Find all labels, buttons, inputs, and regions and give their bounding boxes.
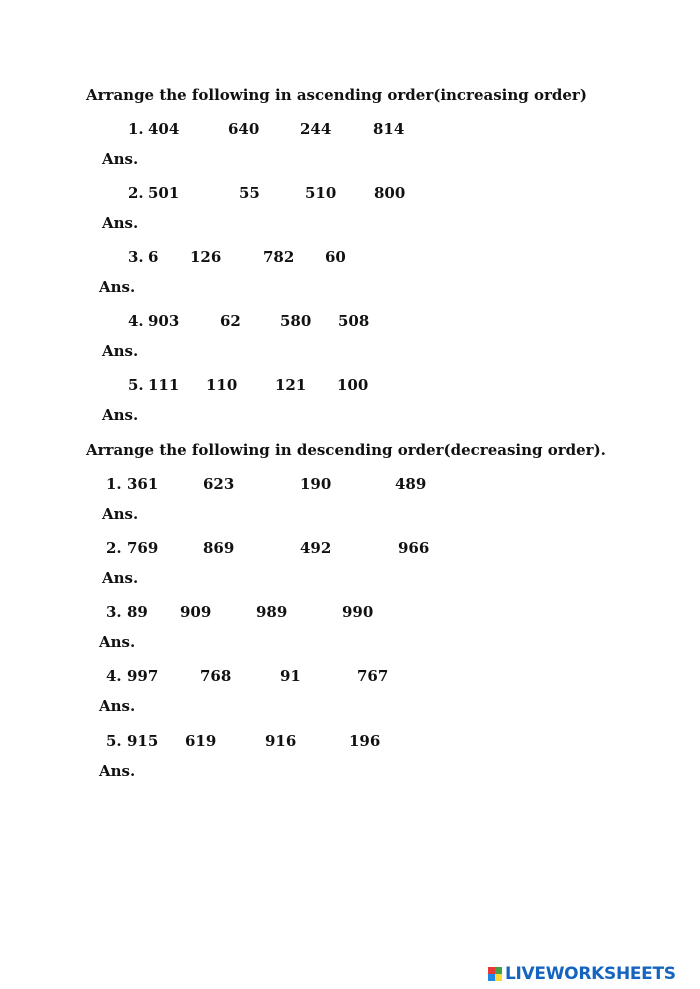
logo-square-green (495, 967, 502, 974)
problem-number: 5. (106, 732, 122, 750)
problem-value: 989 (256, 603, 288, 621)
problem-number: 1. (128, 120, 144, 138)
problem-number: 4. (106, 667, 122, 685)
problem-value: 89 (127, 603, 148, 621)
logo-square-blue (488, 974, 495, 981)
answer-label: Ans. (102, 342, 139, 360)
problem-value: 619 (185, 732, 217, 750)
liveworksheets-logo-text: LIVEWORKSHEETS (505, 964, 676, 984)
problem-value: 126 (190, 248, 222, 266)
logo-square-red (488, 967, 495, 974)
problem-value: 196 (349, 732, 381, 750)
problem-value: 623 (203, 475, 235, 493)
problem-value: 55 (239, 184, 260, 202)
problem-number: 3. (128, 248, 144, 266)
problem-number: 4. (128, 312, 144, 330)
problem-value: 869 (203, 539, 235, 557)
liveworksheets-logo-icon (488, 967, 502, 981)
problem-number: 3. (106, 603, 122, 621)
answer-label: Ans. (99, 633, 136, 651)
problem-value: 767 (357, 667, 389, 685)
problem-number: 2. (128, 184, 144, 202)
answer-label: Ans. (99, 762, 136, 780)
problem-value: 111 (148, 376, 180, 394)
problem-value: 640 (228, 120, 260, 138)
answer-label: Ans. (102, 569, 139, 587)
problem-value: 190 (300, 475, 332, 493)
problem-number: 2. (106, 539, 122, 557)
ascending-heading: Arrange the following in ascending order(increasing order) (86, 86, 587, 104)
problem-value: 800 (374, 184, 406, 202)
problem-value: 903 (148, 312, 180, 330)
problem-value: 915 (127, 732, 159, 750)
problem-value: 990 (342, 603, 374, 621)
descending-heading: Arrange the following in descending order(decreasing order). (86, 441, 606, 459)
problem-number: 5. (128, 376, 144, 394)
answer-label: Ans. (102, 214, 139, 232)
answer-label: Ans. (99, 278, 136, 296)
problem-value: 916 (265, 732, 297, 750)
problem-value: 492 (300, 539, 332, 557)
problem-value: 580 (280, 312, 312, 330)
problem-value: 489 (395, 475, 427, 493)
problem-value: 769 (127, 539, 159, 557)
answer-label: Ans. (102, 406, 139, 424)
problem-value: 121 (275, 376, 307, 394)
problem-value: 60 (325, 248, 346, 266)
problem-value: 6 (148, 248, 159, 266)
problem-value: 782 (263, 248, 295, 266)
problem-value: 501 (148, 184, 180, 202)
problem-value: 91 (280, 667, 301, 685)
problem-number: 1. (106, 475, 122, 493)
problem-value: 404 (148, 120, 180, 138)
problem-value: 508 (338, 312, 370, 330)
problem-value: 244 (300, 120, 332, 138)
problem-value: 966 (398, 539, 430, 557)
problem-value: 62 (220, 312, 241, 330)
problem-value: 510 (305, 184, 337, 202)
problem-value: 909 (180, 603, 212, 621)
problem-value: 100 (337, 376, 369, 394)
problem-value: 361 (127, 475, 159, 493)
answer-label: Ans. (99, 697, 136, 715)
problem-value: 110 (206, 376, 238, 394)
problem-value: 814 (373, 120, 405, 138)
answer-label: Ans. (102, 150, 139, 168)
answer-label: Ans. (102, 505, 139, 523)
problem-value: 997 (127, 667, 159, 685)
problem-value: 768 (200, 667, 232, 685)
liveworksheets-logo (488, 963, 698, 985)
logo-square-yellow (495, 974, 502, 981)
